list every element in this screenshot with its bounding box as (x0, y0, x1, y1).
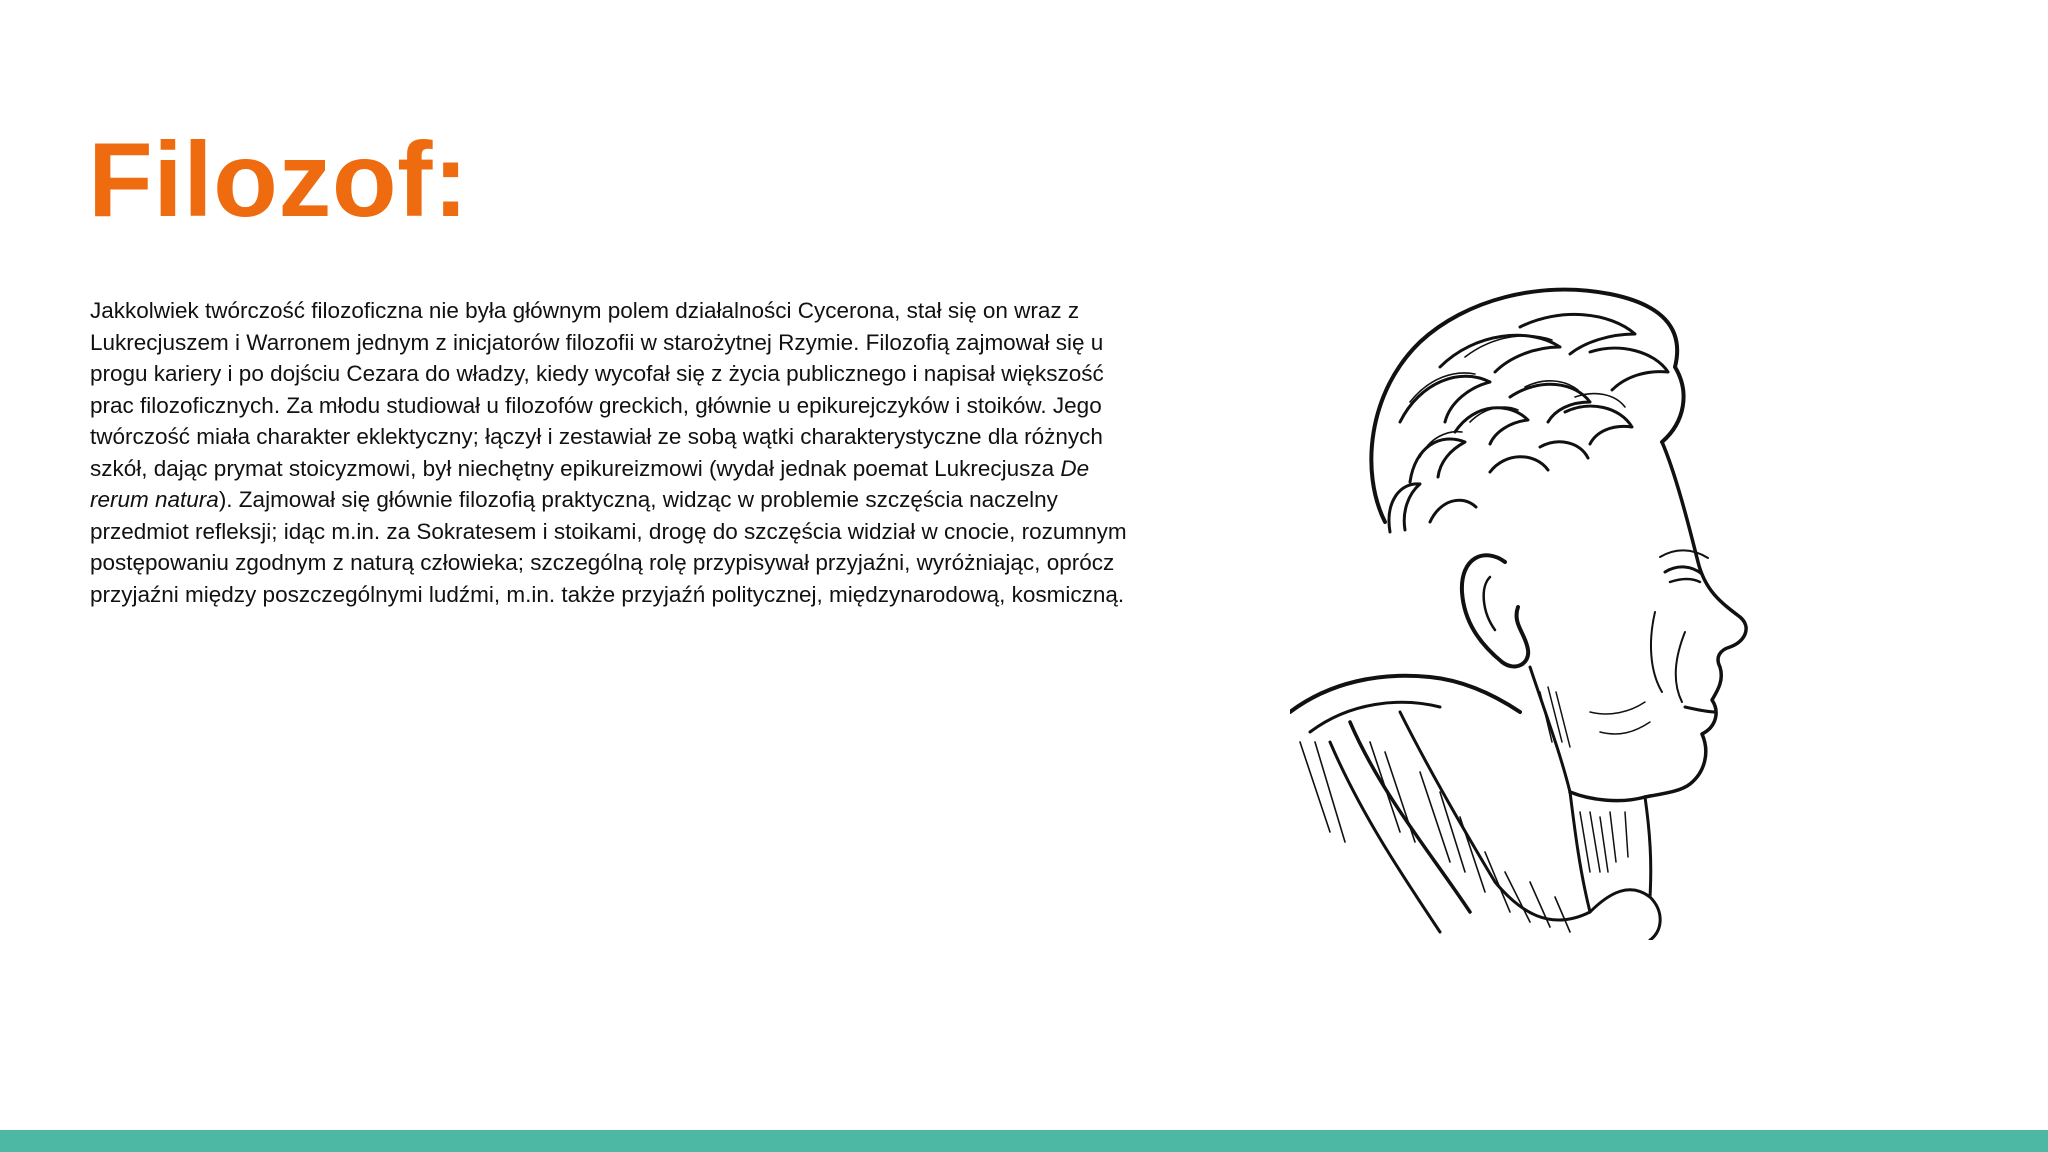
slide-title: Filozof: (88, 121, 469, 239)
book-title-italic: De rerum natura (90, 455, 1090, 512)
body-paragraph (90, 295, 1140, 610)
philosopher-portrait-image (1290, 272, 1770, 940)
bust-portrait-icon (1290, 272, 1770, 940)
paragraph-text-end: ). Zajmował się głównie filozofią praktyczną, widząc w problemie szczęścia naczelny przedmiot refleksji; idąc m.in. za Sokratesem i stoikami, drogę do szczęścia widział w cnocie, rozumnym postępowaniu zgodnym z naturą człowieka; szczególną rolę przypisywał przyjaźni, wyróżniając, oprócz przyjaźni między poszczególnymi ludźmi, m.in. także przyjaźń politycznej, międzynarodową, kosmiczną. (90, 487, 1127, 607)
paragraph-text-start: Jakkolwiek twórczość filozoficzna nie była głównym polem działalności Cycerona, stał się on wraz z Lukrecjuszem i Warronem jednym z inicjatorów filozofii w starożytnej Rzymie. Filozofią zajmował się u progu kariery i po dojściu Cezara do władzy, kiedy wycofał się z życia publicznego i napisał większość prac filozoficznych. Za młodu studiował u filozofów greckich, głównie u epikurejczyków i stoików. Jego twórczość miała charakter eklektyczny; łączył i zestawiał ze sobą wątki charakterystyczne dla różnych szkół, dając prymat stoicyzmowi, był niechętny epikureizmowi (wydał jednak poemat Lukrecjusza (90, 298, 1104, 481)
bottom-accent-bar (0, 1130, 2048, 1152)
